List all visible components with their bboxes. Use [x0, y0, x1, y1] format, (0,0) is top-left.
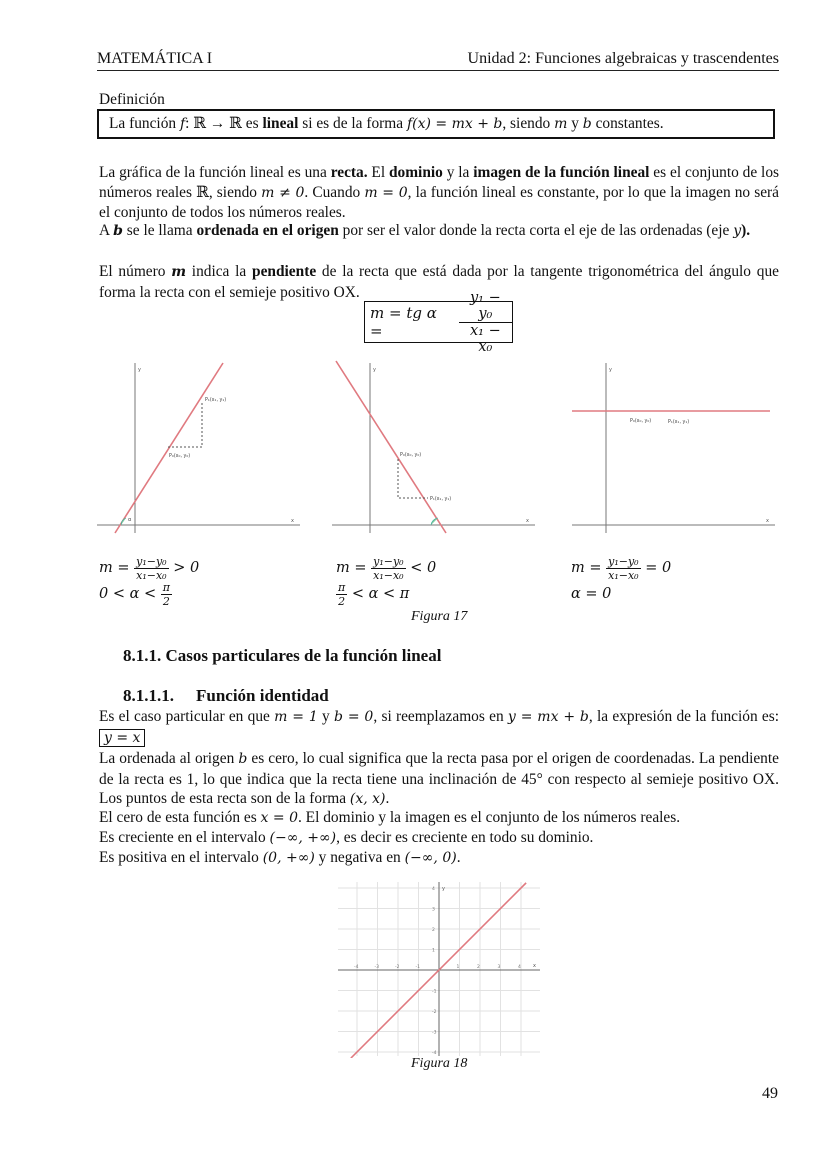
paragraph-increasing: Es creciente en el intervalo (−∞, +∞), es decir es creciente en todo su dominio.	[99, 829, 594, 846]
formula-denominator: x₁ − x₀	[470, 322, 501, 355]
definition-label: Definición	[99, 91, 165, 108]
svg-text:P₁(x₁, y₁): P₁(x₁, y₁)	[668, 420, 690, 425]
condition-positive: m = $\frac{\text{y₁−y₀}}{\text{x₁−x₀}}$ > 0 0 < α < $\frac{\pi}{2}$	[99, 554, 200, 608]
tick-label-y: 4	[432, 887, 435, 892]
axis-y-label: y	[138, 367, 141, 373]
svg-text:y: y	[373, 367, 376, 373]
graph-zero-slope	[570, 355, 780, 540]
header-right: Unidad 2: Funciones algebraicas y trascendentes	[467, 50, 779, 67]
paragraph-origin: La ordenada al origen b es cero, lo cual significa que la recta pasa por el origen de coordenadas. La pendiente de la recta es 1, lo que indica que la recta tiene una inclinación de 45° con respecto al semieje positivo OX. Los puntos de esta recta son de la forma (x, x).	[99, 750, 779, 807]
tick-label-x: -4	[354, 965, 359, 970]
paragraph-sign: Es positiva en el intervalo (0, +∞) y negativa en (−∞, 0).	[99, 849, 461, 866]
condition-negative: m = $\frac{\text{y₁−y₀}}{\text{x₁−x₀}}$ < 0 $\frac{\pi}{2}$ < α < π	[336, 554, 437, 608]
figure-17-caption: Figura 17	[411, 609, 468, 624]
line-negative	[336, 361, 446, 533]
slope-formula-box	[364, 289, 513, 355]
condition-zero: m = $\frac{\text{y₁−y₀}}{\text{x₁−x₀}}$ = 0 α = 0	[571, 554, 672, 602]
page-number: 49	[762, 1085, 778, 1102]
paragraph-slope: El número m indica la pendiente de la recta que está dada por la tangente trigonométrica del ángulo que forma la recta con el semieje positivo OX.	[99, 263, 779, 301]
tick-label-x: 3	[497, 965, 501, 970]
definition-box: La función f: ℝ → ℝ es lineal si es de la forma f(x) = mx + b, siendo m y b constantes.	[97, 109, 775, 139]
tick-label-y: -2	[432, 1010, 437, 1015]
section-heading: 8.1.1. Casos particulares de la función lineal	[123, 646, 442, 665]
paragraph-zero: El cero de esta función es x = 0. El dominio y la imagen es el conjunto de los números reales.	[99, 809, 681, 826]
header-rule	[97, 70, 779, 71]
tick-label-y: 1	[432, 948, 435, 954]
axis-x-label: x	[533, 963, 536, 969]
graph-positive-slope	[95, 355, 305, 540]
subsection-heading: 8.1.1.1. Función identidad	[123, 686, 329, 705]
svg-text:y: y	[609, 367, 612, 373]
paragraph-identity: Es el caso particular en que m = 1 y b = 0, si reemplazamos en y = mx + b, la expresión de la función es: y = x	[99, 708, 779, 746]
svg-text:P₀(x₀, y₀): P₀(x₀, y₀)	[400, 453, 422, 458]
tick-label-x: 2	[477, 965, 480, 970]
tick-label-y: -1	[432, 989, 437, 995]
tick-label-y: 2	[432, 928, 435, 933]
identity-expression-box: y = x	[99, 729, 145, 747]
tick-label-x: 4	[518, 965, 521, 970]
tick-label-x: -3	[374, 965, 379, 970]
figure-18-caption: Figura 18	[411, 1056, 468, 1071]
graph-identity	[338, 880, 540, 1058]
paragraph-domain: La gráfica de la función lineal es una recta. El dominio y la imagen de la función lineal es el conjunto de los números reales ℝ, siendo m ≠ 0. Cuando m = 0, la función lineal es constante, por lo que la imagen no será el conjunto de todos los números reales.	[99, 164, 780, 221]
tick-label-y: -4	[432, 1051, 437, 1056]
point-p1: P₁(x₁, y₁)	[205, 398, 227, 403]
paragraph-ordinate: A b se le llama ordenada en el origen por ser el valor donde la recta corta el eje de las ordenadas (eje y).	[99, 222, 751, 239]
tick-label-x: -2	[395, 965, 400, 970]
graph-negative-slope	[330, 355, 540, 540]
tick-label-y: 3	[432, 907, 435, 913]
axis-x-label: x	[291, 518, 294, 524]
axis-y-label: y	[442, 886, 445, 892]
line-positive	[115, 363, 223, 533]
svg-text:P₀(x₀, y₀): P₀(x₀, y₀)	[630, 419, 652, 424]
svg-text:P₁(x₁, y₁): P₁(x₁, y₁)	[430, 497, 452, 502]
point-p0: P₀(x₀, y₀)	[169, 454, 191, 459]
formula-lhs: m = tg α =	[370, 304, 437, 340]
tick-label-x: -1	[415, 965, 420, 970]
header-left: MATEMÁTICA I	[97, 50, 213, 67]
svg-text:x: x	[766, 518, 769, 524]
tick-label-y: -3	[432, 1030, 437, 1036]
svg-text:x: x	[526, 518, 529, 524]
tick-label-x: 1	[456, 965, 460, 970]
formula-numerator: y₁ − y₀	[459, 290, 512, 323]
svg-text:α: α	[128, 517, 132, 523]
